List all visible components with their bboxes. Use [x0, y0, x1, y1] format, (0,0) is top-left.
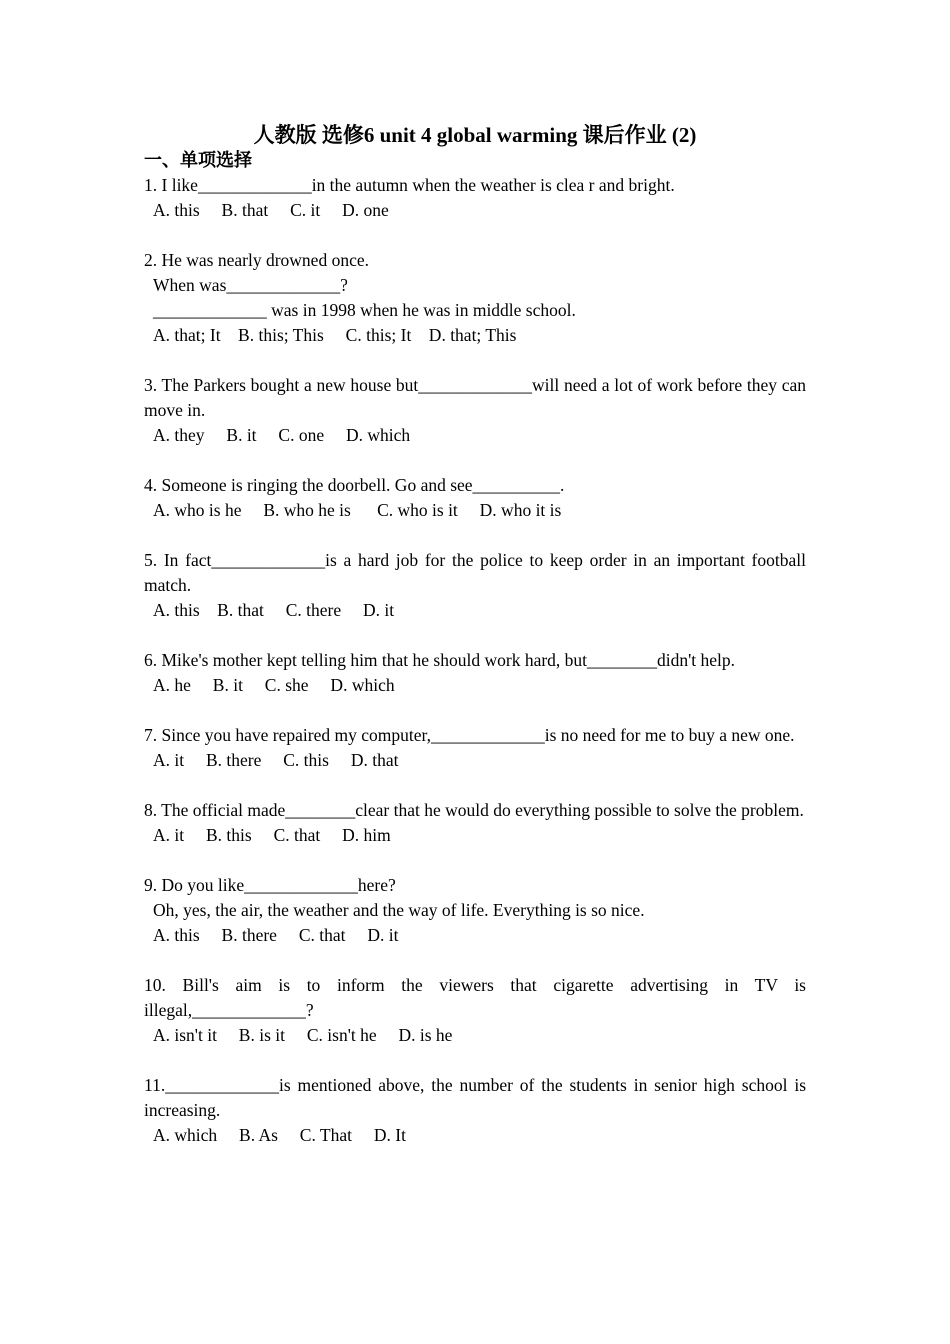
question-3 [144, 373, 811, 448]
question-3-options: A. they B. it C. one D. which [153, 425, 411, 445]
question-1 [144, 173, 806, 223]
question-11-text: 11._____________is mentioned above, the number of the students in senior high school is increasing. [144, 1075, 811, 1120]
section-heading: 一、单项选择 [144, 150, 252, 171]
question-2-line-2: When was_____________? [153, 275, 348, 295]
question-2 [144, 248, 806, 348]
question-5 [144, 548, 811, 623]
question-4-text: 4. Someone is ringing the doorbell. Go and see__________. [144, 475, 565, 495]
question-10 [144, 973, 811, 1048]
question-6 [144, 648, 806, 698]
question-list [144, 173, 811, 1173]
question-10-options: A. isn't it B. is it C. isn't he D. is he [153, 1025, 453, 1045]
question-8-options: A. it B. this C. that D. him [153, 825, 391, 845]
question-7-text: 7. Since you have repaired my computer,_____________is no need for me to buy a new one. [144, 725, 795, 745]
question-10-text: 10. Bill's aim is to inform the viewers that cigarette advertising in TV is illegal,_____________? [144, 975, 811, 1020]
question-5-options: A. this B. that C. there D. it [153, 600, 395, 620]
question-9-text: 9. Do you like_____________here? [144, 875, 396, 895]
question-2-line-3: _____________ was in 1998 when he was in middle school. [153, 300, 576, 320]
question-11 [144, 1073, 811, 1148]
question-1-options: A. this B. that C. it D. one [153, 200, 389, 220]
question-2-text: 2. He was nearly drowned once. [144, 250, 369, 270]
question-7 [144, 723, 806, 773]
document-title: 人教版 选修6 unit 4 global warming 课后作业 (2) [253, 123, 697, 147]
question-9-line-2: Oh, yes, the air, the weather and the way of life. Everything is so nice. [153, 900, 645, 920]
question-9-options: A. this B. there C. that D. it [153, 925, 399, 945]
question-6-text: 6. Mike's mother kept telling him that he should work hard, but________didn't help. [144, 650, 736, 670]
question-8 [144, 798, 806, 848]
question-9 [144, 873, 806, 948]
question-7-options: A. it B. there C. this D. that [153, 750, 399, 770]
question-5-text: 5. In fact_____________is a hard job for the police to keep order in an important football match. [144, 550, 811, 595]
question-4 [144, 473, 806, 523]
question-6-options: A. he B. it C. she D. which [153, 675, 395, 695]
question-3-text: 3. The Parkers bought a new house but_____________will need a lot of work before they can move in. [144, 375, 811, 420]
question-1-text: 1. I like_____________in the autumn when the weather is clea r and bright. [144, 175, 675, 195]
question-8-text: 8. The official made________clear that he would do everything possible to solve the problem. [144, 800, 804, 820]
question-2-options: A. that; It B. this; This C. this; It D. that; This [153, 325, 517, 345]
question-11-options: A. which B. As C. That D. It [153, 1125, 406, 1145]
question-4-options: A. who is he B. who he is C. who is it D. who it is [153, 500, 562, 520]
